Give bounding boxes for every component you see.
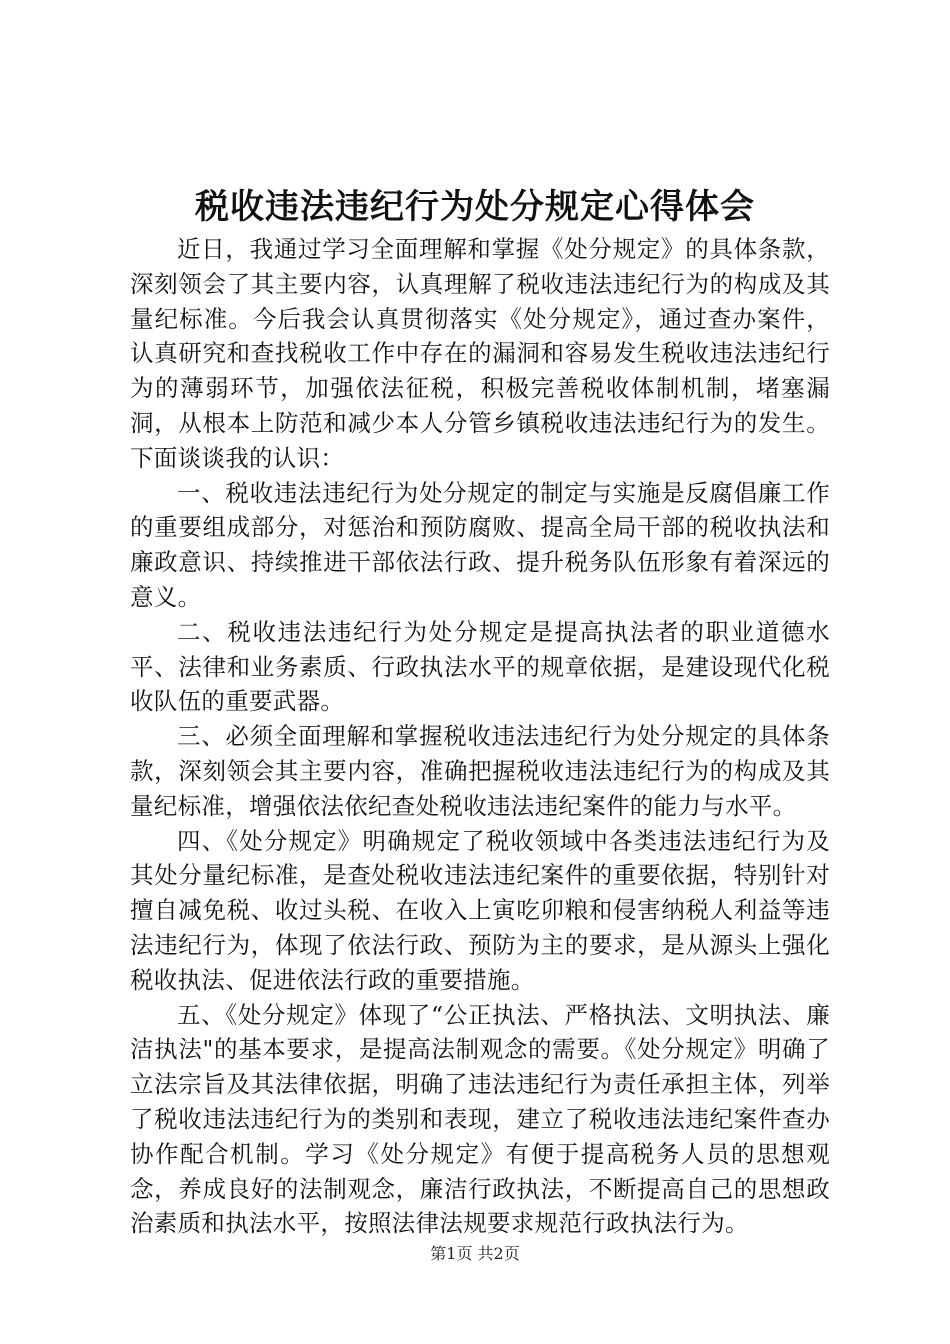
document-body xyxy=(130,232,830,1241)
document-title: 税收违法违纪行为处分规定心得体会 xyxy=(195,187,755,227)
paragraph-point-4: 四、《处分规定》明确规定了税收领域中各类违法违纪行为及其处分量纪标准，是查处税收违法违纪案件的重要依据，特别针对擅自减免税、收过头税、在收入上寅吃卯粮和侵害纳税人利益等违法违纪行为，体现了依法行政、预防为主的要求，是从源头上强化税收执法、促进依法行政的重要措施。 xyxy=(130,826,830,994)
paragraph-point-1: 一、税收违法违纪行为处分规定的制定与实施是反腐倡廉工作的重要组成部分，对惩治和预防腐败、提高全局干部的税收执法和廉政意识、持续推进干部依法行政、提升税务队伍形象有着深远的意义。 xyxy=(130,478,830,611)
paragraph-point-3: 三、必须全面理解和掌握税收违法违纪行为处分规定的具体条款，深刻领会其主要内容，准确把握税收违法违纪行为的构成及其量纪标准，增强依法依纪查处税收违法违纪案件的能力与水平。 xyxy=(130,722,830,820)
page-number-footer: 第1页 共2页 xyxy=(430,1244,520,1263)
paragraph-point-5: 五、《处分规定》体现了“公正执法、严格执法、文明执法、廉洁执法"的基本要求，是提高法制观念的需要。《处分规定》明确了立法宗旨及其法律依据，明确了违法违纪行为责任承担主体，列举了税收违法违纪行为的类别和表现，建立了税收违法违纪案件查办协作配合机制。学习《处分规定》有便于提高税务人员的思想观念，养成良好的法制观念，廉洁行政执法，不断提高自己的思想政治素质和执法水平，按照法律法规要求规范行政执法行为。 xyxy=(130,1000,830,1238)
paragraph-point-2: 二、税收违法违纪行为处分规定是提高执法者的职业道德水平、法律和业务素质、行政执法水平的规章依据，是建设现代化税收队伍的重要武器。 xyxy=(130,617,830,716)
paragraph-intro: 近日，我通过学习全面理解和掌握《处分规定》的具体条款，深刻领会了其主要内容，认真理解了税收违法违纪行为的构成及其量纪标准。今后我会认真贯彻落实《处分规定》，通过查办案件，认真研究和查找税收工作中存在的漏洞和容易发生税收违法违纪行为的薄弱环节，加强依法征税，积极完善税收体制机制，堵塞漏洞，从根本上防范和减少本人分管乡镇税收违法违纪行为的发生。下面谈谈我的认识： xyxy=(130,235,830,472)
